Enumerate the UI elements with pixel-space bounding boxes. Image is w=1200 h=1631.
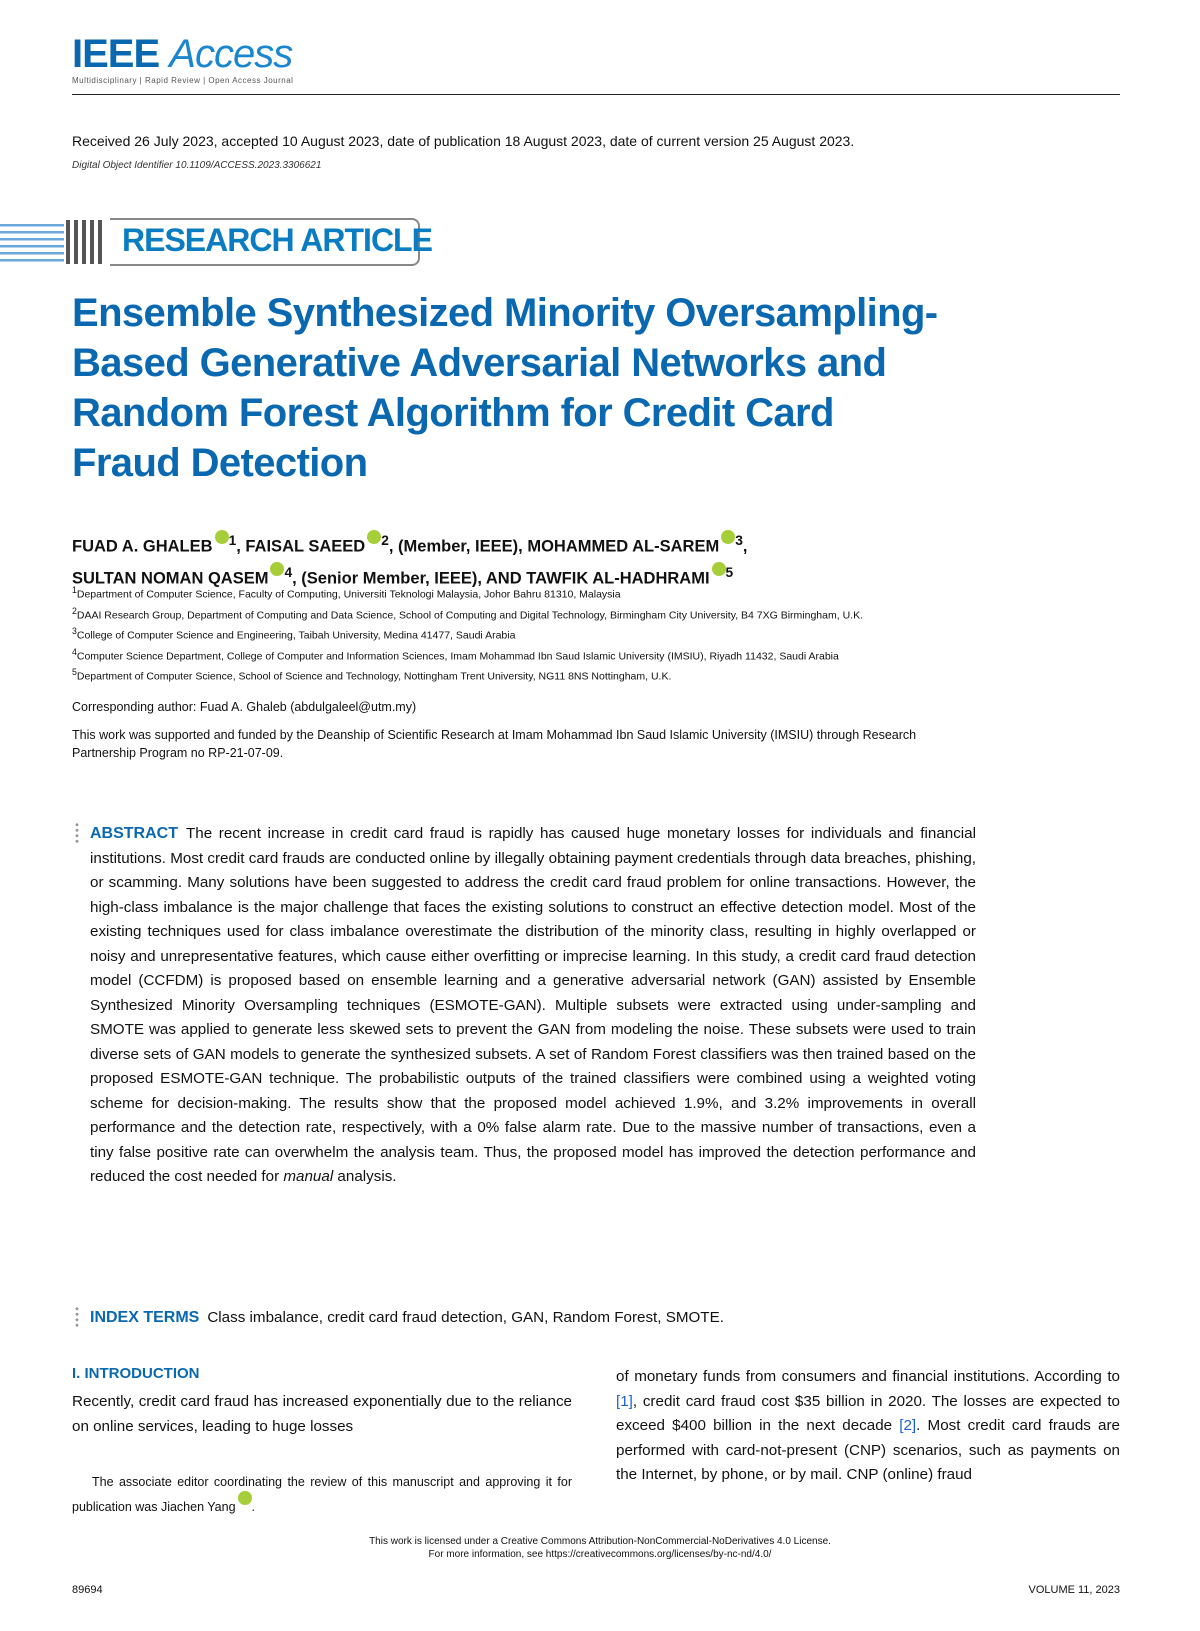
journal-logo bbox=[72, 34, 293, 85]
orcid-icon[interactable] bbox=[270, 562, 284, 576]
section-heading: I. INTRODUCTION bbox=[72, 1365, 200, 1382]
volume-label: VOLUME 11, 2023 bbox=[1028, 1584, 1120, 1596]
orcid-icon[interactable] bbox=[721, 530, 735, 544]
orcid-icon[interactable] bbox=[367, 530, 381, 544]
intro-column-right: of monetary funds from consumers and financial institutions. According to [1], credit card fraud cost $35 billion in 2020. The losses are expected to exceed $400 billion in the next decade [2]. Most credit card frauds are performed with card-not-present (CNP) scenarios, such as payments on the Internet, by phone, or by mail. CNP (online) fraud bbox=[616, 1368, 1120, 1483]
affiliation-item: $^1$Department of Computer Science, Faculty of Computing, Universiti Teknologi Malaysia, Johor Bahru 81310, Malaysia bbox=[72, 585, 621, 601]
author-list: FUAD A. GHALEB $^1$, FAISAL SAEED $^2$, (Member, IEEE), MOHAMMED AL-SAREM $^3$, SULTAN NOMAN QASEM $^4$, (Senior Member, IEEE), AND TAWFIK AL-HADHRAMI $^5$ bbox=[72, 528, 972, 591]
index-terms-label: INDEX TERMS bbox=[90, 1309, 200, 1326]
article-type-label: RESEARCH ARTICLE bbox=[122, 222, 432, 258]
header-rule bbox=[72, 94, 1120, 95]
affiliation-item: $^5$Department of Computer Science, School of Science and Technology, Nottingham Trent University, NG11 8NS Nottingham, U.K. bbox=[72, 667, 672, 683]
editor-note: The associate editor coordinating the review of this manuscript and approving it for publication was Jiachen Yang . bbox=[72, 1475, 572, 1515]
doi-line: Digital Object Identifier 10.1109/ACCESS.2023.3306621 bbox=[72, 160, 322, 171]
paper-title: Ensemble Synthesized Minority Oversampling-Based Generative Adversarial Networks and Random Forest Algorithm for Credit Card Fraud Detection bbox=[72, 291, 938, 485]
affiliations bbox=[72, 582, 972, 685]
received-dates: Received 26 July 2023, accepted 10 August 2023, date of publication 18 August 2023, date of current version 25 August 2023. bbox=[72, 133, 855, 149]
author-name: TAWFIK AL-HADHRAMI bbox=[526, 569, 710, 587]
logo-wordmark: IEEE Access bbox=[72, 32, 293, 76]
page-number: 89694 bbox=[72, 1584, 103, 1596]
banner-stripes bbox=[0, 218, 108, 266]
citation-link[interactable]: [1] bbox=[616, 1392, 633, 1410]
license-notice bbox=[0, 1535, 1200, 1561]
author-name: SULTAN NOMAN QASEM bbox=[72, 569, 269, 587]
funding-statement: This work was supported and funded by the Deanship of Scientific Research at Imam Mohammad Ibn Saud Islamic University (IMSIU) through Research Partnership Program no RP-21-07-09. bbox=[72, 728, 917, 760]
corresponding-author: Corresponding author: Fuad A. Ghaleb (abdulgaleel@utm.my) bbox=[72, 700, 417, 714]
orcid-icon[interactable] bbox=[712, 562, 726, 576]
citation-link[interactable]: [2] bbox=[899, 1417, 917, 1434]
affiliation-item: $^4$Computer Science Department, College of Computer and Information Sciences, Imam Mohammad Ibn Saud Islamic University (IMSIU), Riyadh 11432, Saudi Arabia bbox=[72, 646, 839, 662]
abstract: ABSTRACT The recent increase in credit card fraud is rapidly has caused huge monetary losses for individuals and financial institutions. Most credit card frauds are conducted online by illegally obtaining payment credentials through data breaches, phishing, or scamming. Many solutions have been suggested to address the credit card fraud problem for online transactions. However, the high-class imbalance is the major challenge that faces the existing solutions to construct an effective detection model. Most of the existing techniques used for class imbalance overestimate the distribution of the minority class, resulting in highly overlapped or noisy and unrepresentative features, which cause either overfitting or imprecise learning. In this study, a credit card fraud detection model (CCFDM) is proposed based on ensemble learning and a generative adversarial network (GAN) assisted by Ensemble Synthesized Minority Oversampling techniques (ESMOTE-GAN). Multiple subsets were extracted using under-sampling and SMOTE was applied to generate less skewed sets to prevent the GAN from modeling the noise. These subsets were used to train diverse sets of GAN models to generate the synthesized subsets. A set of Random Forest classifiers was then trained based on the proposed ESMOTE-GAN technique. The probabilistic outputs of the trained classifiers were combined using a weighted voting scheme for decision-making. The results show that the proposed model achieved 1.9%, and 3.2% improvements in overall performance and the detection rate, respectively, with a 0% false alarm rate. Due to the massive number of transactions, even a tiny false positive rate can overwhelm the analysis team. Thus, the proposed model has improved the detection performance and reduced the cost needed for manual analysis. bbox=[90, 825, 976, 1185]
author-name: FUAD A. GHALEB bbox=[72, 537, 213, 556]
abstract-marker-icon bbox=[74, 822, 80, 844]
orcid-icon[interactable] bbox=[238, 1491, 252, 1505]
license-link[interactable]: For more information, see https://creativecommons.org/licenses/by-nc-nd/4.0/ bbox=[428, 1549, 772, 1560]
orcid-icon[interactable] bbox=[215, 530, 229, 544]
author-name: FAISAL SAEED bbox=[245, 537, 366, 556]
affiliation-item: $^3$College of Computer Science and Engineering, Taibah University, Medina 41477, Saudi Arabia bbox=[72, 626, 516, 642]
license-line: This work is licensed under a Creative Commons Attribution-NonCommercial-NoDerivatives 4.0 License. bbox=[369, 1536, 831, 1547]
logo-tagline: Multidisciplinary | Rapid Review | Open Access Journal bbox=[72, 76, 294, 85]
intro-column-left: Recently, credit card fraud has increased exponentially due to the reliance on online services, leading to huge losses bbox=[72, 1393, 572, 1435]
index-terms: INDEX TERMS Class imbalance, credit card fraud detection, GAN, Random Forest, SMOTE. bbox=[90, 1309, 724, 1326]
abstract-label: ABSTRACT bbox=[90, 825, 178, 842]
author-name: MOHAMMED AL-SAREM bbox=[527, 537, 720, 556]
index-terms-marker-icon bbox=[74, 1306, 80, 1328]
affiliation-item: $^2$DAAI Research Group, Department of Computing and Data Science, School of Computing and Digital Technology, Birmingham City University, B4 7XG Birmingham, U.K. bbox=[72, 605, 863, 621]
